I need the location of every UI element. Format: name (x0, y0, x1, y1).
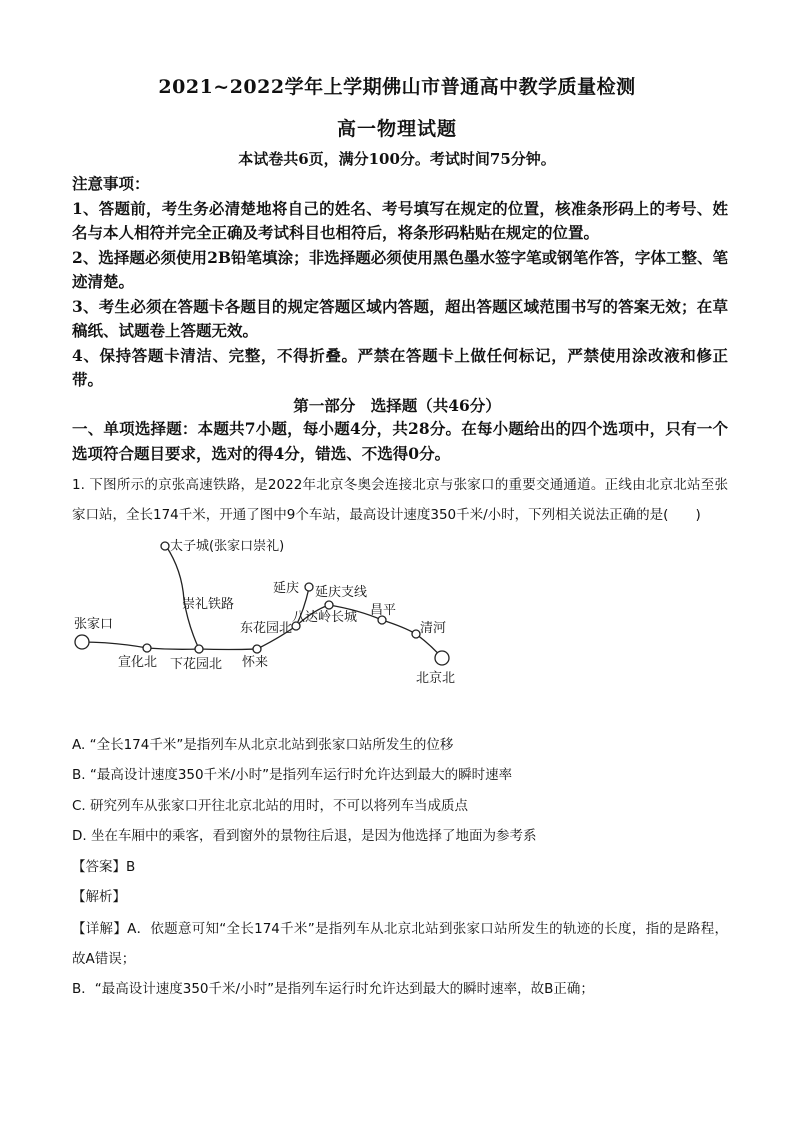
label-taizicheng: 太子城(张家口崇礼) (170, 539, 285, 554)
analysis-label: 【解析】 (72, 889, 126, 905)
label-qinghe: 清河 (420, 621, 447, 636)
station-beijingbei (435, 651, 449, 665)
station-taizicheng (161, 542, 169, 550)
station-yanqing (305, 583, 313, 591)
station-qinghe (412, 630, 420, 638)
note-item: 1、答题前，考生务必清楚地将自己的姓名、考号填写在规定的位置，核准条形码上的考号、姓名与本人相符并完全正确及考试科目也相符后，将条形码粘贴在规定的位置。 (72, 198, 728, 242)
notes-block (72, 172, 728, 393)
label-yanqing: 延庆 (273, 581, 300, 596)
railway-map (64, 530, 484, 690)
option-d: D. 坐在车厢中的乘客，看到窗外的景物往后退，是因为他选择了地面为参考系 (72, 828, 537, 844)
detail-line: B．“最高设计速度350千米/小时”是指列车运行时允许达到最大的瞬时速率，故B正确； (72, 981, 594, 997)
label-xuanhuabei: 宣化北 (118, 655, 158, 670)
label-xiahuayuanbei: 下花园北 (170, 657, 223, 672)
option-a: A. “全长174千米”是指列车从北京北站到张家口站所发生的位移 (72, 737, 454, 753)
label-zhangjiakou: 张家口 (74, 617, 114, 632)
note-item: 3、考生必须在答题卡各题目的规定答题区域内答题，超出答题区域范围书写的答案无效；在草稿纸、试题卷上答题无效。 (72, 296, 728, 340)
station-xiahuayuanbei (195, 645, 203, 653)
note-item: 4、保持答题卡清洁、完整，不得折叠。严禁在答题卡上做任何标记，严禁使用涂改液和修正带。 (72, 345, 728, 389)
section-heading: 第一部分 选择题（共46分） (293, 396, 501, 415)
label-donghuayuanbei: 东花园北 (240, 621, 293, 636)
question-stem: 1. 下图所示的京张高速铁路，是2022年北京冬奥会连接北京与张家口的重要交通通道。正线由北京北站至张家口站，全长174千米，开通了图中9个车站，最高设计速度350千米/小时，下列相关说法正确的是( ) (72, 477, 728, 523)
detail-explanation (72, 914, 728, 1004)
label-chongli: 崇礼铁路 (182, 597, 235, 612)
note-item: 2、选择题必须使用2B铅笔填涂；非选择题必须使用黑色墨水签字笔或钢笔作答，字体工整、笔迹清楚。 (72, 247, 728, 291)
station-huailai (253, 645, 261, 653)
section-instruction: 一、单项选择题：本题共7小题，每小题4分，共28分。在每小题给出的四个选项中，只有一个选项符合题目要求，选对的得4分，错选、不选得0分。 (72, 419, 728, 463)
label-changping: 昌平 (370, 603, 397, 618)
exam-subtitle: 高一物理试题 (336, 118, 457, 140)
exam-info: 本试卷共6页，满分100分。考试时间75分钟。 (238, 150, 556, 168)
notes-heading: 注意事项： (72, 174, 150, 193)
label-badaling: 八达岭长城 (292, 610, 358, 625)
label-yanqing-branch: 延庆支线 (315, 585, 368, 600)
option-c: C. 研究列车从张家口开往北京北站的用时，不可以将列车当成质点 (72, 798, 469, 814)
option-b: B. “最高设计速度350千米/小时”是指列车运行时允许达到最大的瞬时速率 (72, 767, 513, 783)
label-beijingbei: 北京北 (416, 671, 456, 686)
station-xuanhuabei (143, 644, 151, 652)
detail-line: 【详解】A．依题意可知“全长174千米”是指列车从北京北站到张家口站所发生的轨迹的长度，指的是路程，故A错误； (72, 921, 728, 967)
answer: 【答案】B (72, 859, 136, 875)
exam-title: 2021~2022学年上学期佛山市普通高中教学质量检测 (158, 76, 636, 98)
label-huailai: 怀来 (242, 655, 269, 670)
station-zhangjiakou (75, 635, 89, 649)
station-badaling (325, 601, 333, 609)
